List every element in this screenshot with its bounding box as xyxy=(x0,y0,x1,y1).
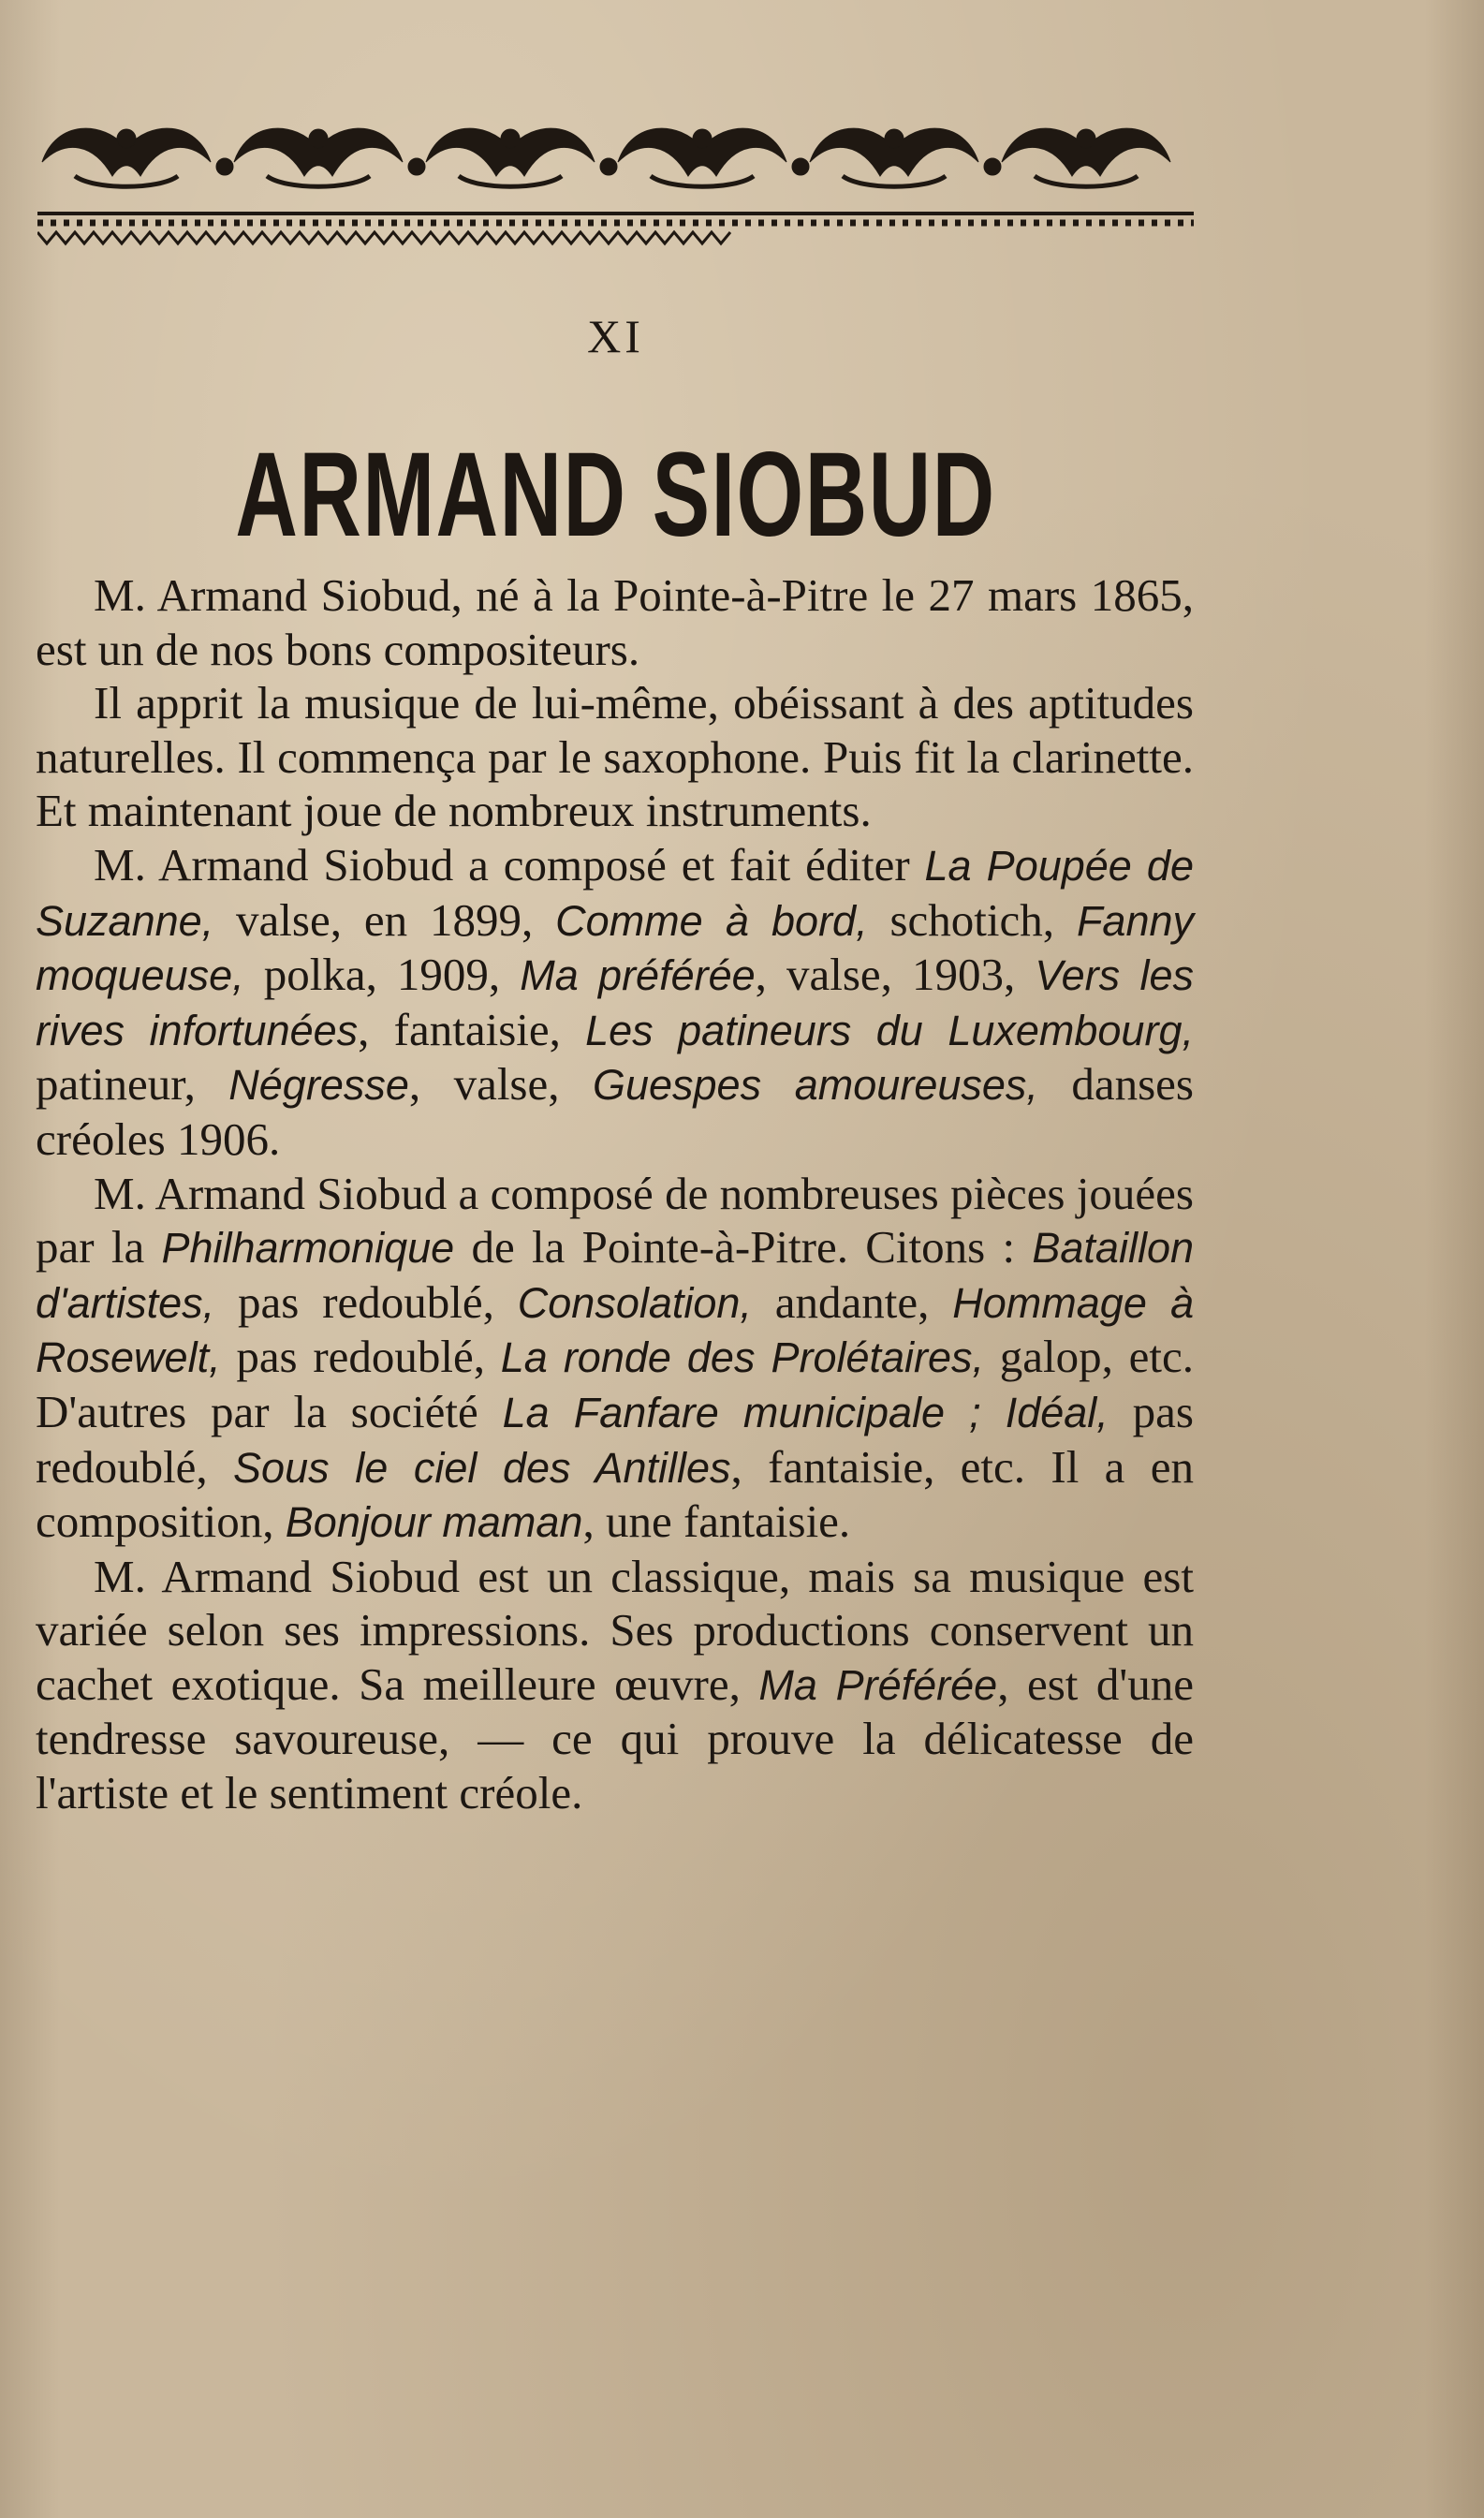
text-run: patineur, xyxy=(36,1058,229,1111)
paragraph xyxy=(36,676,1194,838)
text-run: pas redoublé, xyxy=(36,1385,1194,1493)
text-run: M. Armand Siobud, né à la Pointe-à-Pitre le 27 mars 1865, est un de nos bons compositeurs. xyxy=(36,569,1194,675)
text-run: de la Pointe-à-Pitre. Citons : xyxy=(454,1221,1033,1274)
italic-title-run: Ma Préférée xyxy=(758,1660,998,1709)
italic-title-run: Bonjour maman xyxy=(285,1498,583,1547)
text-run: polka, 1909, xyxy=(243,949,521,1001)
italic-title-run: Ma préférée xyxy=(520,951,756,1000)
paragraph xyxy=(36,1167,1194,1550)
text-run: galop, etc. D'autres par la société xyxy=(36,1331,1194,1437)
text-run: , fantaisie, etc. Il a en composition, xyxy=(36,1440,1194,1548)
italic-title-run: Guespes amoureuses, xyxy=(592,1061,1038,1110)
text-run: , fantaisie, xyxy=(358,1003,586,1055)
fleuron-icon xyxy=(42,128,211,186)
text-run: , une fantaisie. xyxy=(582,1495,851,1548)
italic-title-run: Les patineurs du Luxembourg, xyxy=(585,1006,1194,1054)
italic-title-run: La ronde des Prolétaires, xyxy=(500,1333,985,1382)
text-run: danses créoles 1906. xyxy=(36,1058,1194,1165)
italic-title-run: Philharmonique xyxy=(161,1224,455,1273)
text-run: M. Armand Siobud a composé et fait éditer xyxy=(94,838,925,891)
ornament-zigzag-rule xyxy=(37,232,730,243)
italic-title-run: Vers les rives infortunées xyxy=(36,951,1194,1054)
italic-title-run: La Poupée de Suzanne, xyxy=(36,841,1194,945)
ornament-motifs xyxy=(42,128,1170,186)
italic-title-run: La Fanfare municipale ; Idéal, xyxy=(502,1388,1109,1436)
italic-title-run: Négresse xyxy=(228,1061,409,1110)
fleuron-icon xyxy=(1002,128,1170,186)
fleuron-icon xyxy=(426,128,595,186)
text-run: valse, en 1899, xyxy=(213,893,556,946)
italic-title-run: Bataillon d'artistes, xyxy=(36,1224,1194,1327)
chapter-number: XI xyxy=(587,310,644,362)
text-run: , valse, xyxy=(408,1058,593,1111)
text-run: andante, xyxy=(751,1275,953,1328)
italic-title-run: Hommage à Rosewelt, xyxy=(36,1278,1195,1382)
ornamental-header-band xyxy=(37,110,1194,251)
fleuron-icon xyxy=(234,128,403,186)
text-run: schotich, xyxy=(867,893,1077,946)
text-run: pas redoublé, xyxy=(214,1275,518,1328)
fleuron-icon xyxy=(618,128,786,186)
paragraph xyxy=(36,838,1194,1167)
text-run: M. Armand Siobud a composé de nombreuses pièces jouées par la xyxy=(36,1167,1194,1274)
italic-title-run: Consolation, xyxy=(517,1278,752,1327)
text-run: , valse, 1903, xyxy=(755,949,1036,1001)
text-run: , est d'une tendresse savoureuse, — ce qui prouve la délicatesse de l'artiste et le sentiment créole. xyxy=(36,1657,1194,1819)
body-text xyxy=(36,568,1194,1820)
text-run: pas redoublé, xyxy=(220,1331,501,1383)
text-run: M. Armand Siobud est un classique, mais sa musique est variée selon ses impressions. Ses productions conservent un cachet exotique. Sa meilleure œuvre, xyxy=(36,1550,1194,1710)
text-run: Il apprit la musique de lui-même, obéissant à des aptitudes naturelles. Il commença par le saxophone. Puis fit la clarinette. Et maintenant joue de nombreux instruments. xyxy=(36,677,1194,837)
paragraph xyxy=(36,1550,1194,1820)
chapter-title: ARMAND SIOBUD xyxy=(235,428,996,562)
italic-title-run: Sous le ciel des Antilles xyxy=(233,1443,731,1492)
fleuron-icon xyxy=(810,128,978,186)
italic-title-run: Fanny moqueuse, xyxy=(36,896,1195,1000)
paragraph xyxy=(36,568,1194,676)
italic-title-run: Comme à bord, xyxy=(555,896,868,945)
